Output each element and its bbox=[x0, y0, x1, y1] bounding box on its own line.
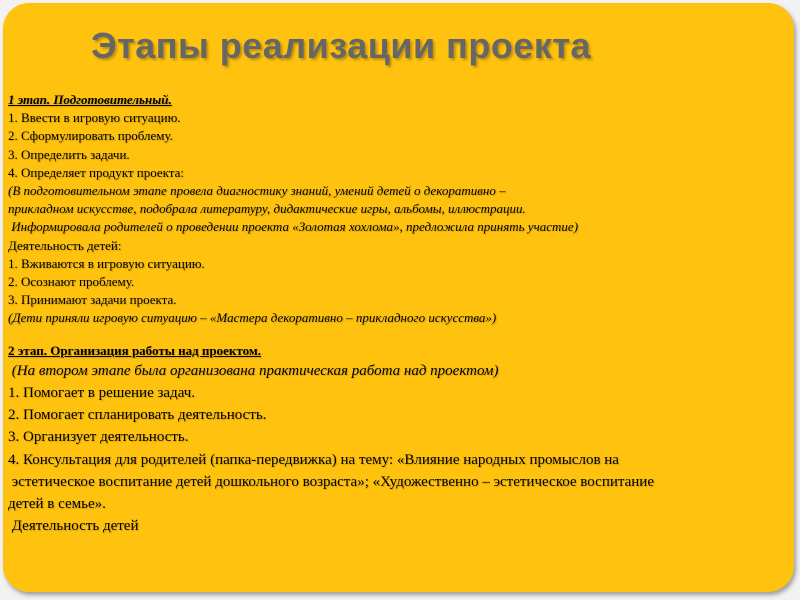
stage1-children-step-3: 3. Принимают задачи проекта. bbox=[8, 292, 177, 308]
stage1-note-line-1: (В подготовительном этапе провела диагностику знаний, умений детей о декоративно – bbox=[8, 183, 506, 199]
stage2-note: (На втором этапе была организована практическая работа над проектом) bbox=[8, 362, 499, 379]
slide bbox=[3, 3, 794, 592]
stage1-note-line-2: прикладном искусстве, подобрала литературу, дидактические игры, альбомы, иллюстрации. bbox=[8, 201, 526, 217]
stage2-step-4-cont-2: детей в семье». bbox=[8, 496, 106, 513]
stage1-children-note: (Дети приняли игровую ситуацию – «Мастера декоративно – прикладного искусства») bbox=[8, 310, 497, 326]
stage1-step-1: 1. Ввести в игровую ситуацию. bbox=[8, 110, 181, 126]
stage1-step-3: 3. Определить задачи. bbox=[8, 146, 130, 162]
slide-content bbox=[8, 91, 788, 537]
slide-title: Этапы реализации проекта bbox=[91, 25, 592, 66]
stage2-step-4: 4. Консультация для родителей (папка-передвижка) на тему: «Влияние народных промыслов на bbox=[8, 451, 619, 468]
stage2-step-1: 1. Помогает в решение задач. bbox=[8, 385, 196, 402]
section-gap bbox=[8, 328, 788, 342]
stage1-step-4: 4. Определяет продукт проекта: bbox=[8, 164, 185, 180]
stage2-step-2: 2. Помогает спланировать деятельность. bbox=[8, 407, 267, 424]
stage2-step-4-cont-1: эстетическое воспитание детей дошкольного возраста»; «Художественно – эстетическое воспитание bbox=[8, 473, 654, 490]
stage1-children-step-1: 1. Вживаются в игровую ситуацию. bbox=[8, 255, 205, 271]
stage2-children-heading: Деятельность детей bbox=[8, 518, 139, 535]
stage1-children-step-2: 2. Осознают проблему. bbox=[8, 274, 135, 290]
stage1-note-line-3: Информировала родителей о проведении проекта «Золотая хохлома», предложила принять участие) bbox=[8, 219, 579, 235]
stage2-step-3: 3. Организует деятельность. bbox=[8, 429, 189, 446]
stage1-step-2: 2. Сформулировать проблему. bbox=[8, 128, 173, 144]
stage2-heading: 2 этап. Организация работы над проектом. bbox=[8, 342, 261, 358]
stage1-children-heading: Деятельность детей: bbox=[8, 237, 122, 253]
stage1-heading: 1 этап. Подготовительный. bbox=[8, 92, 172, 107]
